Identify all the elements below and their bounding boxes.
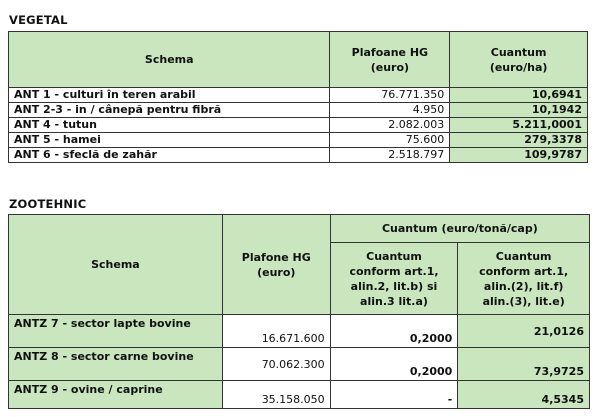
zootehnic-header-schema: Schema (9, 215, 223, 315)
zootehnic-row-plafon: 70.062.300 (222, 348, 330, 381)
vegetal-row-plafon: 4.950 (330, 103, 450, 118)
vegetal-row-schema: ANT 6 - sfeclă de zahăr (9, 148, 330, 163)
zootehnic-header-cuantum-group: Cuantum (euro/tonă/cap) (330, 215, 589, 243)
zootehnic-row-col-a: 0,2000 (330, 348, 458, 381)
table-row (9, 133, 588, 148)
vegetal-section-title: VEGETAL (9, 13, 68, 27)
vegetal-header-plafoane: Plafoane HG (euro) (330, 32, 450, 88)
zootehnic-row-col-b: 73,9725 (458, 348, 590, 381)
zootehnic-row-plafon: 35.158.050 (222, 381, 330, 409)
zootehnic-row-col-a: - (330, 381, 458, 409)
zootehnic-header-plafon: Plafone HG (euro) (222, 215, 330, 315)
vegetal-row-cuantum: 10,6941 (450, 88, 588, 103)
vegetal-row-plafon: 2.518.797 (330, 148, 450, 163)
table-row (9, 381, 590, 409)
vegetal-table (8, 31, 588, 163)
vegetal-row-plafon: 75.600 (330, 133, 450, 148)
table-row (9, 88, 588, 103)
zootehnic-header-col-a: Cuantum conform art.1, alin.2, lit.b) si alin.3 lit.a) (330, 243, 458, 315)
zootehnic-section-title: ZOOTEHNIC (9, 197, 87, 211)
zootehnic-row-schema: ANTZ 7 - sector lapte bovine (9, 315, 223, 348)
zootehnic-header-col-b: Cuantum conform art.1, alin.(2), lit.f) alin.(3), lit.e) (458, 243, 590, 315)
table-row (9, 348, 590, 381)
vegetal-header-schema: Schema (9, 32, 330, 88)
zootehnic-row-schema: ANTZ 9 - ovine / caprine (9, 381, 223, 409)
vegetal-header-cuantum: Cuantum (euro/ha) (450, 32, 588, 88)
zootehnic-row-col-b: 4,5345 (458, 381, 590, 409)
table-row (9, 118, 588, 133)
zootehnic-table (8, 214, 590, 409)
vegetal-row-cuantum: 5.211,0001 (450, 118, 588, 133)
vegetal-row-plafon: 76.771.350 (330, 88, 450, 103)
vegetal-row-schema: ANT 5 - hamei (9, 133, 330, 148)
table-row (9, 103, 588, 118)
zootehnic-row-plafon: 16.671.600 (222, 315, 330, 348)
vegetal-row-cuantum: 279,3378 (450, 133, 588, 148)
table-row (9, 148, 588, 163)
vegetal-row-schema: ANT 1 - culturi în teren arabil (9, 88, 330, 103)
zootehnic-row-col-b: 21,0126 (458, 315, 590, 348)
zootehnic-row-schema: ANTZ 8 - sector carne bovine (9, 348, 223, 381)
zootehnic-row-col-a: 0,2000 (330, 315, 458, 348)
vegetal-row-cuantum: 10,1942 (450, 103, 588, 118)
vegetal-row-plafon: 2.082.003 (330, 118, 450, 133)
table-row (9, 315, 590, 348)
vegetal-row-cuantum: 109,9787 (450, 148, 588, 163)
vegetal-row-schema: ANT 2-3 - in / cânepă pentru fibră (9, 103, 330, 118)
vegetal-row-schema: ANT 4 - tutun (9, 118, 330, 133)
